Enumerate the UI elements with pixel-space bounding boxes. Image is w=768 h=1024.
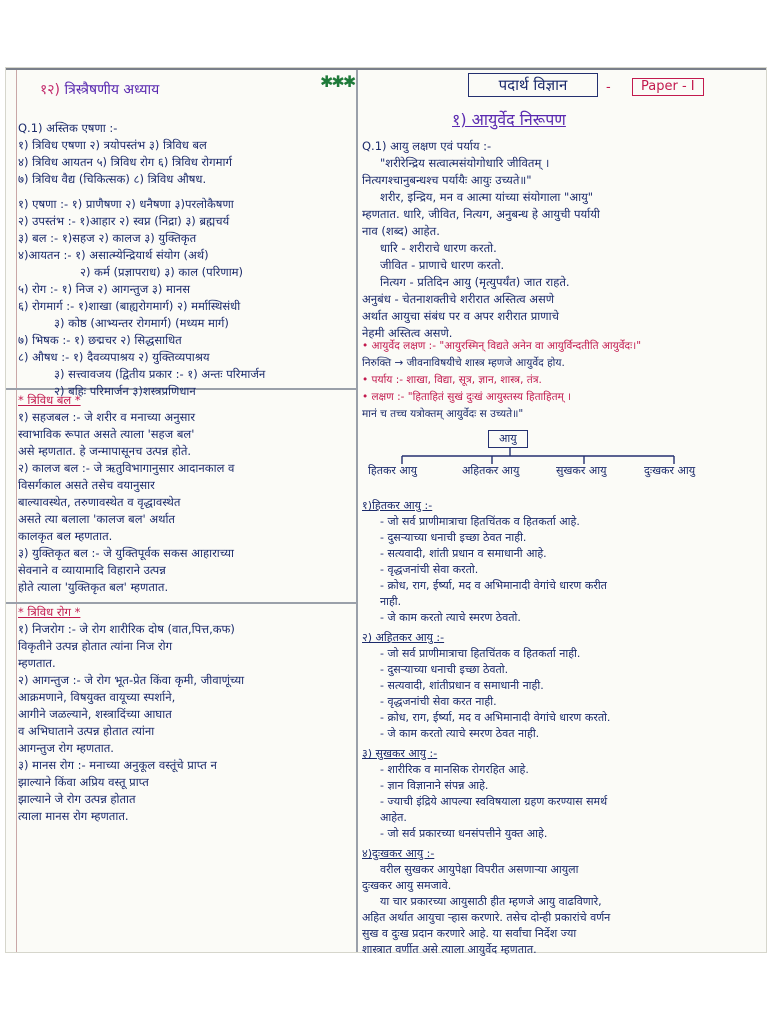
ahitkar-line: - सत्यवादी, शांतीप्रधान व समाधानी नाही.	[380, 679, 544, 692]
subject-title: पदार्थ विज्ञान	[468, 73, 598, 97]
bal-line: २) कालज बल :- जे ऋतुविभागानुसार आदानकाल व	[18, 461, 235, 475]
hitkar-line: - जे काम करतो त्याचे स्मरण ठेवतो.	[380, 611, 521, 624]
dukhkar-line: सुख व दुःख प्रदान करणारे आहे. या सर्वांचा निर्देश ज्या	[362, 927, 577, 940]
ahitkar-line: - जो सर्व प्राणीमात्राचा हितचिंतक व हितकर्ता नाही.	[380, 647, 581, 660]
rog-line: झाल्याने किंवा अप्रिय वस्तू प्राप्त	[18, 775, 149, 789]
ayu-types-block	[362, 498, 758, 958]
bal-line: स्वाभाविक रूपात असते त्याला 'सहज बल'	[18, 427, 195, 441]
left-chapter-title: त्रिस्त्रैषणीय अध्याय	[64, 82, 160, 98]
left-list-line: ३) सत्त्वावजय (द्वितीय प्रकार :- १) अन्तः परिमार्जन	[54, 367, 266, 381]
right-q1-heading: Q.1) आयु लक्षण एवं पर्याय :-	[362, 139, 492, 153]
left-list-line: १) एषणा :- १) प्राणैषणा २) धनैषणा ३)परलोकैषणा	[18, 197, 234, 211]
bal-line: बाल्यावस्थेत, तरुणावस्थेत व वृद्धावस्थेत	[18, 495, 181, 509]
bal-line: विसर्गकाल असते तसेच वयानुसार	[18, 478, 155, 492]
title-dash: -	[606, 80, 611, 95]
right-q1-line: "शरीरेन्द्रिय सत्वात्मसंयोगोधारि जीवितम् ।	[380, 156, 550, 170]
ayu-tree-diagram	[362, 428, 758, 498]
ahitkar-heading: २) अहितकर आयु :-	[362, 631, 445, 644]
ayurved-line: मानं च तच्च यत्रोक्तम् आयुर्वेदः स उच्यते॥"	[362, 408, 524, 420]
left-list-line: ३) बल :- १)सहज २) कालज ३) युक्तिकृत	[18, 231, 197, 245]
left-list-line: ७) भिषक :- १) छद्मचर २) सिद्धसाधित	[18, 333, 182, 347]
right-q1-line: म्हणतात. धारि, जीवित, नित्यग, अनुबन्ध हे आयुची पर्यायी	[362, 207, 600, 221]
ayurved-line: निरुक्ति → जीवनाविषयीचे शास्त्र म्हणजे आयुर्वेद होय.	[362, 357, 565, 369]
paper-badge: Paper - I	[632, 78, 704, 96]
right-q1-block	[362, 138, 758, 342]
tree-leaf: दुःखकर आयु	[644, 464, 696, 477]
tree-leaf: हितकर आयु	[368, 464, 418, 477]
bal-line: कालकृत बल म्हणतात.	[18, 529, 113, 543]
dukhkar-line: या चार प्रकारच्या आयुसाठी हीत म्हणजे आयु वाढविणारे,	[380, 895, 602, 908]
sukhkar-line: - शारीरिक व मानसिक रोगरहित आहे.	[380, 763, 529, 776]
hitkar-line: - वृद्धजनांची सेवा करतो.	[380, 563, 479, 576]
left-rog-block	[18, 604, 348, 825]
column-divider	[356, 70, 358, 952]
bal-line: असे म्हणतात. हे जन्मापासूनच उत्पन्न होते.	[18, 444, 192, 458]
left-chapter-heading	[40, 80, 159, 99]
bal-line: असते त्या बलाला 'कालज बल' अर्थात	[18, 512, 175, 526]
fern-doodle-icon: ✱✱✱	[320, 72, 355, 91]
dukhkar-heading: ४)दुःखकर आयु :-	[362, 847, 435, 860]
ahitkar-line: - वृद्धजनांची सेवा करत नाही.	[380, 695, 497, 708]
ayurved-definition-block	[362, 338, 758, 423]
ayurved-line: • लक्षण :- "हिताहितं सुखं दुःखं आयुस्तस्य हिताहितम् ।	[362, 391, 572, 403]
hitkar-heading: १)हितकर आयु :-	[362, 499, 433, 512]
tree-root: आयु	[488, 430, 528, 448]
rog-heading: * त्रिविध रोग *	[18, 605, 81, 619]
left-list-line: २) उपस्तंभ :- १)आहार २) स्वप्न (निद्रा) ३) ब्रह्मचर्य	[18, 214, 230, 228]
right-q1-line: नेहमी अस्तित्व असणे.	[362, 326, 453, 340]
right-q1-line: अर्थात आयुचा संबंध पर व अपर शरीरात प्राणाचे	[362, 309, 559, 323]
rog-line: त्याला मानस रोग म्हणतात.	[18, 809, 129, 823]
right-q1-line: अनुबंध - चेतनाशक्तीचे शरीरात अस्तित्व असणे	[362, 292, 555, 306]
left-list-line: ८) औषध :- १) दैवव्यपाश्रय २) युक्तिव्यपाश्रय	[18, 350, 210, 364]
bal-heading: * त्रिविध बल *	[18, 393, 81, 407]
bal-line: ३) युक्तिकृत बल :- जे युक्तिपूर्वक सकस आहाराच्या	[18, 546, 234, 560]
left-list-line: ५) रोग :- १) निज २) आगन्तुज ३) मानस	[18, 282, 191, 296]
sukhkar-line: आहेत.	[380, 811, 407, 824]
dukhkar-line: वरील सुखकर आयुपेक्षा विपरीत असणाऱ्या आयुला	[380, 863, 579, 876]
right-q1-line: जीवित - प्राणाचे धारण करतो.	[380, 258, 505, 272]
left-q1-line: ४) त्रिविध आयतन ५) त्रिविध रोग ६) त्रिविध रोगमार्ग	[18, 155, 232, 169]
rog-line: व अभिघाताने उत्पन्न होतात त्यांना	[18, 724, 155, 738]
hitkar-line: - सत्यवादी, शांती प्रधान व समाधानी आहे.	[380, 547, 547, 560]
left-list-line: २) कर्म (प्रज्ञापराध) ३) काल (परिणाम)	[80, 265, 244, 279]
left-q1-line: ७) त्रिविध वैद्य (चिकित्सक) ८) त्रिविध औषध.	[18, 172, 207, 186]
right-q1-line: नित्यग - प्रतिदिन आयु (मृत्युपर्यंत) जात राहते.	[380, 275, 570, 289]
ahitkar-line: - जे काम करतो त्याचे स्मरण ठेवत नाही.	[380, 727, 540, 740]
hitkar-line: नाही.	[380, 595, 402, 608]
rog-line: ३) मानस रोग :- मनाच्या अनुकूल वस्तूंचे प्राप्त न	[18, 758, 217, 772]
ahitkar-line: - दुसऱ्याच्या धनाची इच्छा ठेवतो.	[380, 663, 509, 676]
bal-line: १) सहजबल :- जे शरीर व मनाच्या अनुसार	[18, 410, 196, 424]
left-list-line: ६) रोगमार्ग :- १)शाखा (बाह्यरोगमार्ग) २) मर्मास्थिसंधी	[18, 299, 241, 313]
left-q1-line: १) त्रिविध एषणा २) त्रयोपस्तंभ ३) त्रिविध बल	[18, 138, 207, 152]
right-q1-line: नाव (शब्द) आहेत.	[362, 224, 440, 238]
sukhkar-heading: ३) सुखकर आयु :-	[362, 747, 438, 760]
right-q1-line: शरीर, इन्द्रिय, मन व आत्मा यांच्या संयोगाला "आयु"	[380, 190, 594, 204]
dukhkar-line: अहित अर्थात आयुचा ऱ्हास करणारे. तसेच दोन्ही प्रकारांचे वर्णन	[362, 911, 611, 924]
tree-leaf: अहितकर आयु	[462, 464, 520, 477]
ayurved-line: • आयुर्वेद लक्षण :- "आयुरस्मिन् विद्यते अनेन वा आयुर्विन्दतीति आयुर्वेदः।"	[362, 340, 642, 352]
left-list-line: ३) कोष्ठ (आभ्यन्तर रोगमार्ग) (मध्यम मार्ग)	[54, 316, 229, 330]
hitkar-line: - दुसऱ्याच्या धनाची इच्छा ठेवत नाही.	[380, 531, 527, 544]
rog-line: आगन्तुज रोग म्हणतात.	[18, 741, 114, 755]
ahitkar-line: - क्रोध, राग, ईर्ष्या, मद व अभिमानादी वेगांचे धारण करतो.	[380, 711, 611, 724]
bal-line: होते त्याला 'युक्तिकृत बल' म्हणतात.	[18, 580, 169, 594]
tree-connectors	[362, 428, 758, 498]
rog-line: विकृतीने उत्पन्न होतात त्यांना निज रोग	[18, 639, 173, 653]
rog-line: २) आगन्तुज :- जे रोग भूत-प्रेत किंवा कृमी, जीवाणूंच्या	[18, 673, 245, 687]
left-bal-block	[18, 392, 348, 596]
left-q1-heading: Q.1) अस्तिक एषणा :-	[18, 121, 118, 135]
left-list-line: ४)आयतन :- १) असात्म्येन्द्रियार्थ संयोग (अर्थ)	[18, 248, 209, 262]
right-q1-line: धारि - शरीराचे धारण करतो.	[380, 241, 497, 255]
rog-line: झाल्याने जे रोग उत्पन्न होतात	[18, 792, 136, 806]
rog-line: १) निजरोग :- जे रोग शारीरिक दोष (वात,पित्त,कफ)	[18, 622, 235, 636]
right-chapter-heading: १) आयुर्वेद निरूपण	[452, 110, 566, 129]
left-q1-block	[18, 120, 348, 400]
sukhkar-line: - ज्ञान विज्ञानाने संपन्न आहे.	[380, 779, 489, 792]
dukhkar-line: शास्त्रात वर्णीत असे त्याला आयुर्वेद म्हणतात.	[362, 943, 537, 956]
tree-leaf: सुखकर आयु	[556, 464, 607, 477]
rog-line: म्हणतात.	[18, 656, 56, 670]
rog-line: आक्रमणाने, विषयुक्त वायूच्या स्पर्शाने,	[18, 690, 176, 704]
bal-line: सेवनाने व व्यायामादि विहाराने उत्पन्न	[18, 563, 166, 577]
right-q1-line: नित्यगश्चानुबन्धश्च पर्यायैः आयुः उच्यते॥"	[362, 173, 532, 187]
sukhkar-line: - ज्याची इंद्रिये आपल्या स्वविषयाला ग्रहण करण्यास समर्थ	[380, 795, 608, 808]
dukhkar-line: दुःखकर आयु समजावे.	[362, 879, 452, 892]
hitkar-line: - जो सर्व प्राणीमात्राचा हितचिंतक व हितकर्ता आहे.	[380, 515, 580, 528]
rog-line: आगीने जळल्याने, शस्त्रादिंच्या आघात	[18, 707, 172, 721]
left-list-line: २) बहिः परिमार्जन ३)शस्त्रप्रणिधान	[54, 384, 196, 398]
hitkar-line: - क्रोध, राग, ईर्ष्या, मद व अभिमानादी वेगांचे धारण करीत	[380, 579, 607, 592]
margin-line	[16, 70, 17, 952]
left-chapter-number: १२)	[40, 82, 61, 98]
sukhkar-line: - जो सर्व प्रकारच्या धनसंपत्तीने युक्त आहे.	[380, 827, 548, 840]
ayurved-line: • पर्याय :- शाखा, विद्या, सूत्र, ज्ञान, शास्त्र, तंत्र.	[362, 374, 542, 386]
